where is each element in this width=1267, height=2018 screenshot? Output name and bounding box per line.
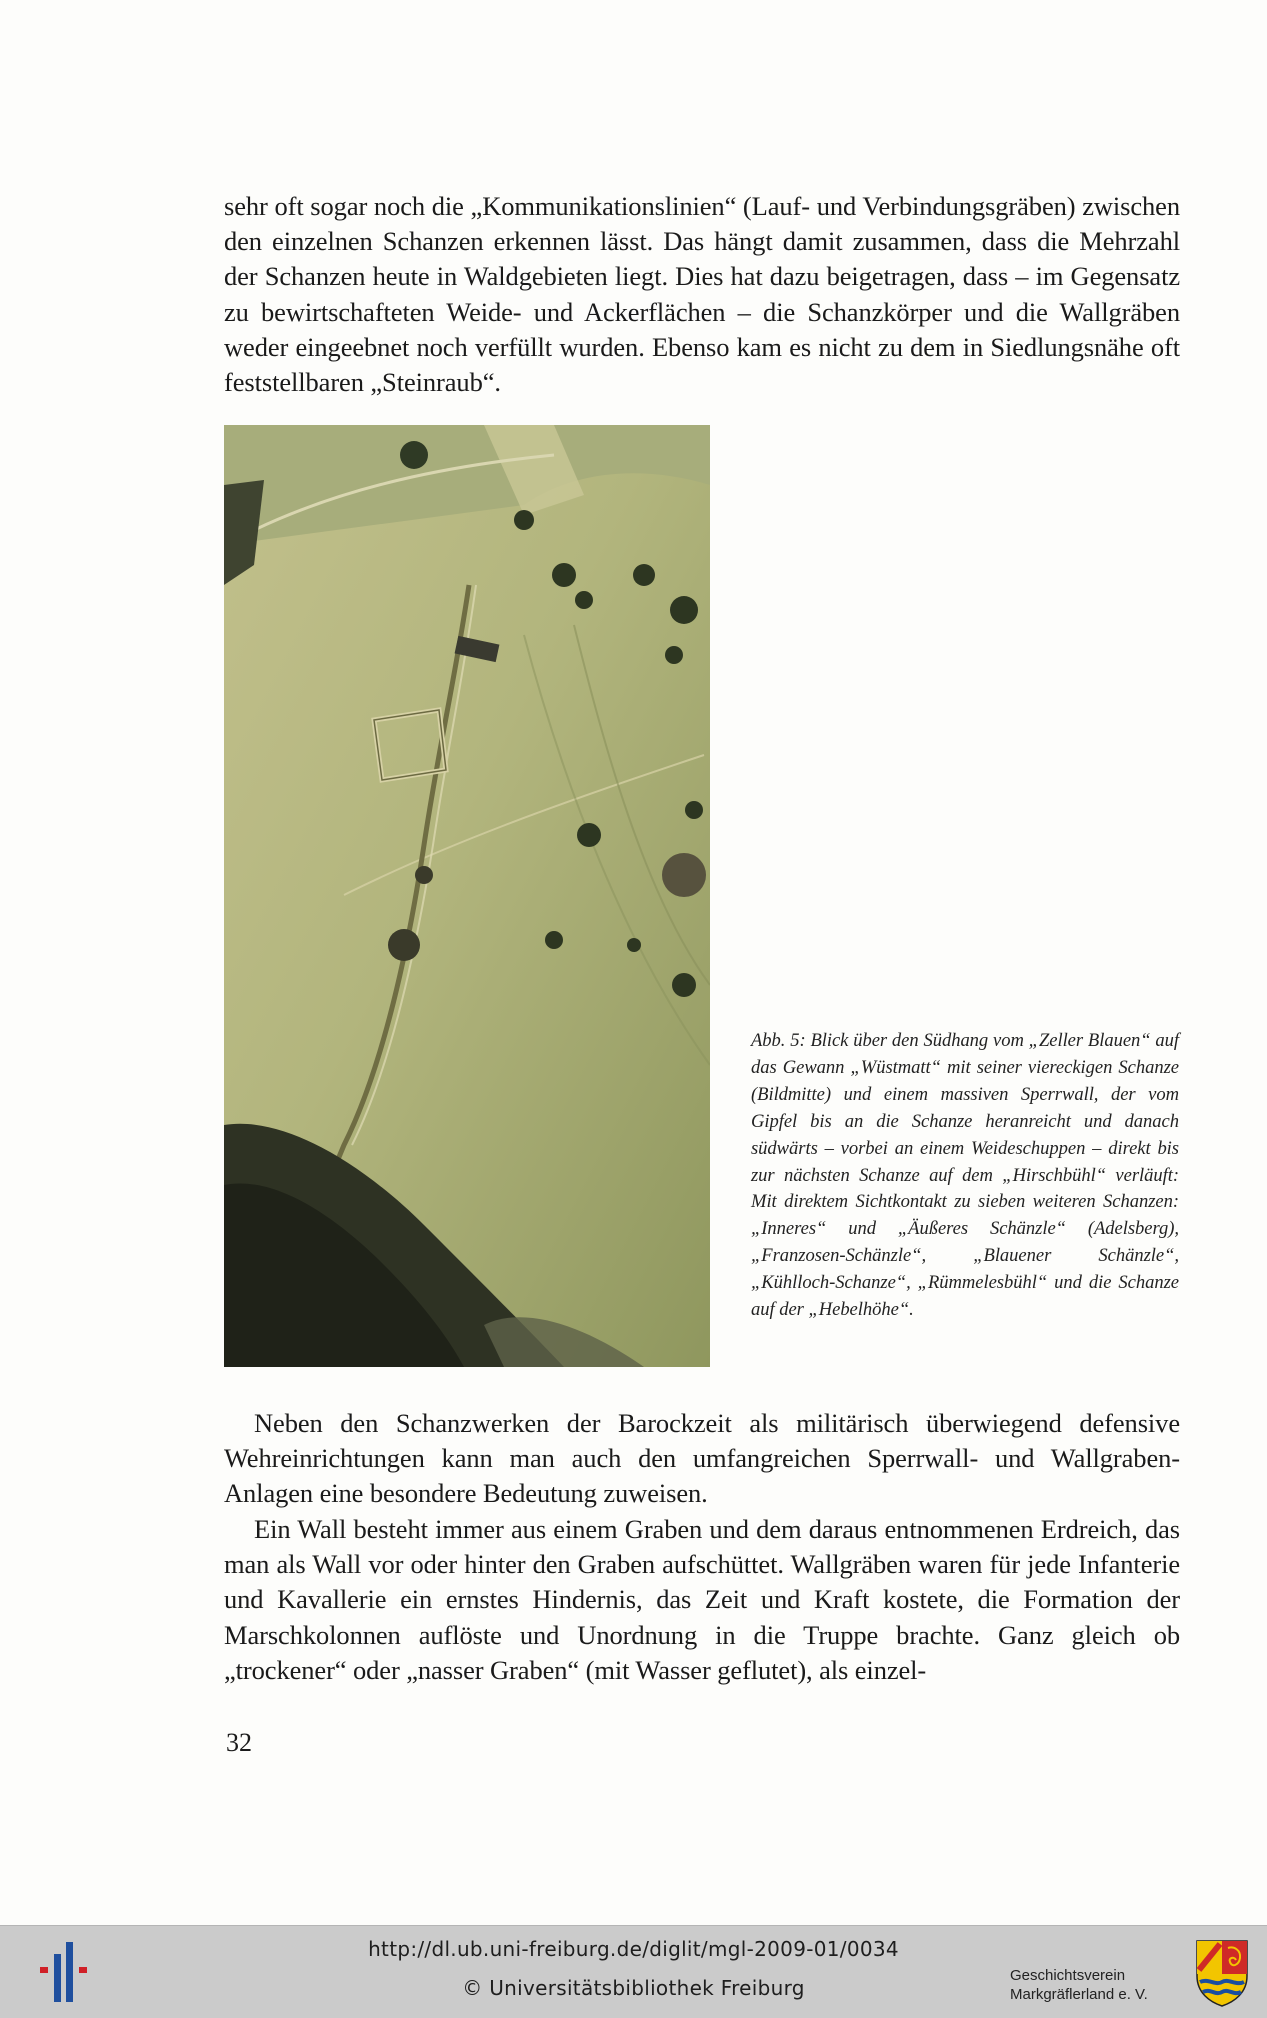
aerial-photo-wuestmatt <box>224 425 710 1367</box>
paragraph-intro: sehr oft sogar noch die „Kommunikationslinien“ (Lauf- und Verbindungsgräben) zwischen den einzelnen Schanzen erkennen lässt. Das hängt damit zusammen, dass die Mehrzahl der Schanzen heute in Waldgebieten liegt. Dies hat dazu beigetragen, dass – im Gegensatz zu bewirtschafteten Weide- und Ackerflächen – die Schanzkörper und die Wallgräben weder eingeebnet noch verfüllt wurden. Ebenso kam es nicht zu dem in Siedlungsnähe oft feststellbaren „Steinraub“. <box>224 191 1180 398</box>
society-name-line1: Geschichtsverein <box>1010 1967 1126 1984</box>
page-number: 32 <box>226 1728 252 1757</box>
copyright-text: © Universitätsbibliothek Freiburg <box>462 1976 805 2000</box>
paragraph-neben: Neben den Schanzwerken der Barockzeit als militärisch überwiegend defensive Wehreinrichtungen kann man auch den umfangreichen Sperrwall- und Wallgraben-Anlagen eine besondere Bedeutung zuweisen. <box>224 1408 1180 1509</box>
figure-caption: Abb. 5: Blick über den Südhang vom „Zeller Blauen“ auf das Gewann „Wüstmatt“ mit seiner viereckigen Schanze (Bildmitte) und einem massiven Sperrwall, der vom Gipfel bis an die Schanze heranreicht und danach südwärts – vorbei an einem Weideschuppen – direkt bis zur nächsten Schanze auf dem „Hirschbühl“ verläuft: Mit direktem Sichtkontakt zu sieben weiteren Schanzen: „Inneres“ und „Äußeres Schänzle“ (Adelsberg), „Franzosen-Schänzle“, „Blauener Schänzle“, „Kühlloch-Schanze“, „Rümmelesbühl“ und die Schanze auf der „Hebelhöhe“. <box>751 1030 1179 1321</box>
paragraph-wall: Ein Wall besteht immer aus einem Graben und dem daraus entnommenen Erdreich, das man als Wall vor oder hinter den Graben aufschüttet. Wallgräben waren für jede Infanterie und Kavallerie ein ernstes Hindernis, das Zeit und Kraft kostete, die Formation der Marschkolonnen auflöste und Unordnung in die Truppe brachte. Ganz gleich ob „trockener“ oder „nasser Graben“ (mit Wasser geflutet), als einzel- <box>224 1514 1180 1685</box>
society-crest-icon <box>1194 1938 1250 2008</box>
society-name-line2: Markgräflerland e. V. <box>1010 1986 1148 2003</box>
society-name <box>1010 1966 1190 2004</box>
document-url-link[interactable]: http://dl.ub.uni-freiburg.de/diglit/mgl-2009-01/0034 <box>368 1937 899 1961</box>
viewer-footer-bar <box>0 1925 1267 2018</box>
